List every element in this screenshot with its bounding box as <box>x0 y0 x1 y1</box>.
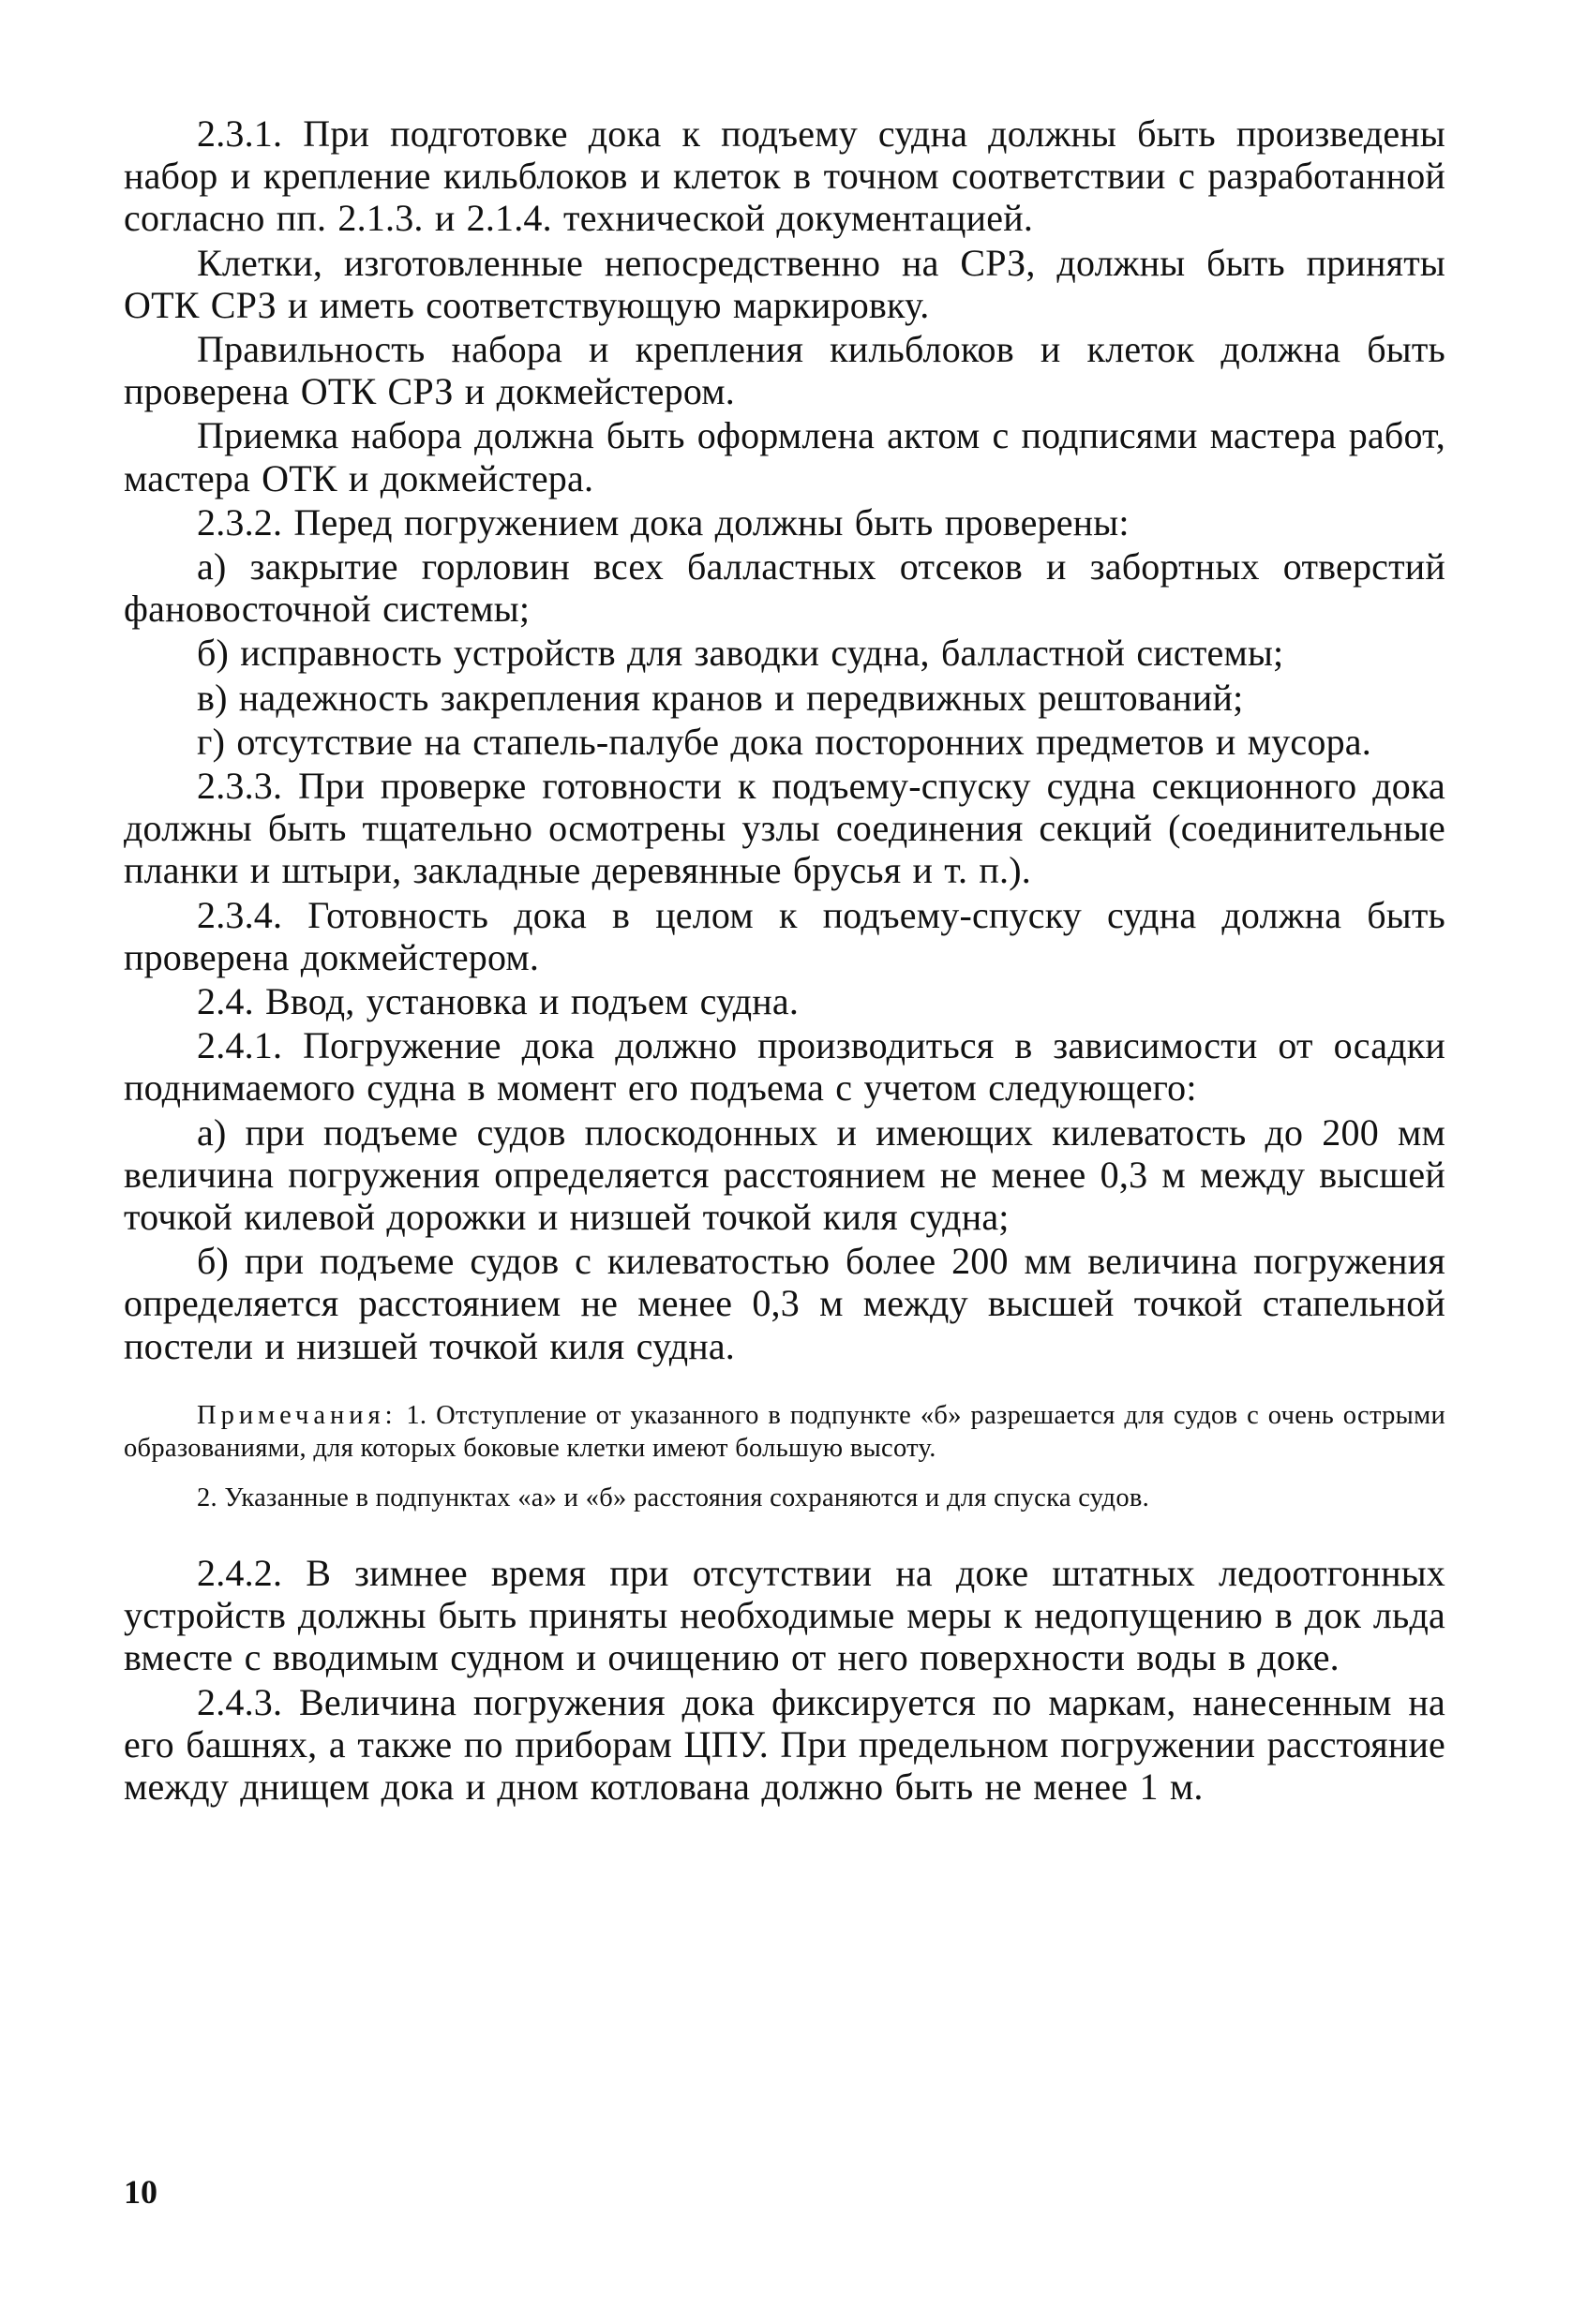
page-number: 10 <box>124 2173 157 2211</box>
paragraph-2-3-1: 2.3.1. При подготовке дока к подъему судна должны быть произведены набор и крепление кильблоков и клеток в точном соответствии с разработанной согласно пп. 2.1.3. и 2.1.4. технической документацией. <box>124 112 1445 240</box>
paragraph-2-4-2: 2.4.2. В зимнее время при отсутствии на доке штатных ледоотгонных устройств должны быть приняты необходимые меры к недопущению в док льда вместе с вводимым судном и очищению от него поверхности воды в доке. <box>124 1551 1445 1679</box>
list-item-a-flat: а) при подъеме судов плоскодонных и имеющих килеватость до 200 мм величина погружения определяется расстоянием не менее 0,3 м между высшей точкой килевой дорожки и низшей точкой киля судна; <box>124 1110 1445 1239</box>
paragraph-cages-acceptance: Клетки, изготовленные непосредственно на СРЗ, должны быть приняты ОТК СРЗ и иметь соответствующую маркировку. <box>124 241 1445 326</box>
list-item-b: б) исправность устройств для заводки судна, балластной системы; <box>197 632 1284 675</box>
paragraph-acceptance-act: Приемка набора должна быть оформлена актом с подписями мастера работ, мастера ОТК и докмейстера. <box>124 414 1445 499</box>
paragraph-2-4-3: 2.4.3. Величина погружения дока фиксируется по маркам, нанесенным на его башнях, а также по приборам ЦПУ. При предельном погружении расстояние между днищем дока и дном котлована должно быть не менее 1 м. <box>124 1680 1445 1808</box>
list-item-g: г) отсутствие на стапель-палубе дока посторонних предметов и мусора. <box>197 720 1371 763</box>
list-item-v: в) надежность закрепления кранов и передвижных рештований; <box>197 676 1244 719</box>
notes-label: Примечания: <box>197 1400 397 1430</box>
list-item-b-keel: б) при подъеме судов с килеватостью более 200 мм величина погружения определяется расстоянием не менее 0,3 м между высшей точкой стапельной постели и низшей точкой киля судна. <box>124 1240 1445 1367</box>
paragraph-2-3-4: 2.3.4. Готовность дока в целом к подъему-спуску судна должна быть проверена докмейстером. <box>124 893 1445 978</box>
list-item-a: а) закрытие горловин всех балластных отсеков и забортных отверстий фановосточной системы; <box>124 545 1445 631</box>
paragraph-2-3-2: 2.3.2. Перед погружением дока должны быть проверены: <box>197 500 1130 544</box>
note-2: 2. Указанные в подпунктах «а» и «б» расстояния сохраняются и для спуска судов. <box>197 1482 1150 1512</box>
document-page <box>124 112 1445 1810</box>
paragraph-2-4-1: 2.4.1. Погружение дока должно производиться в зависимости от осадки поднимаемого судна в момент его подъема с учетом следующего: <box>124 1024 1445 1110</box>
section-heading-2-4: 2.4. Ввод, установка и подъем судна. <box>197 980 800 1023</box>
paragraph-correctness-check: Правильность набора и крепления кильблоков и клеток должна быть проверена ОТК СРЗ и докмейстером. <box>124 328 1445 413</box>
notes-block <box>124 1399 1445 1514</box>
paragraph-2-3-3: 2.3.3. При проверке готовности к подъему-спуску судна секционного дока должны быть тщательно осмотрены узлы соединения секций (соединительные планки и штыри, закладные деревянные брусья и т. п.). <box>124 765 1445 892</box>
note-1-text: 1. Отступление от указанного в подпункте «б» разрешается для судов с очень острыми образованиями, для которых боковые клетки имеют большую высоту. <box>124 1400 1445 1463</box>
note-1 <box>124 1399 1445 1465</box>
